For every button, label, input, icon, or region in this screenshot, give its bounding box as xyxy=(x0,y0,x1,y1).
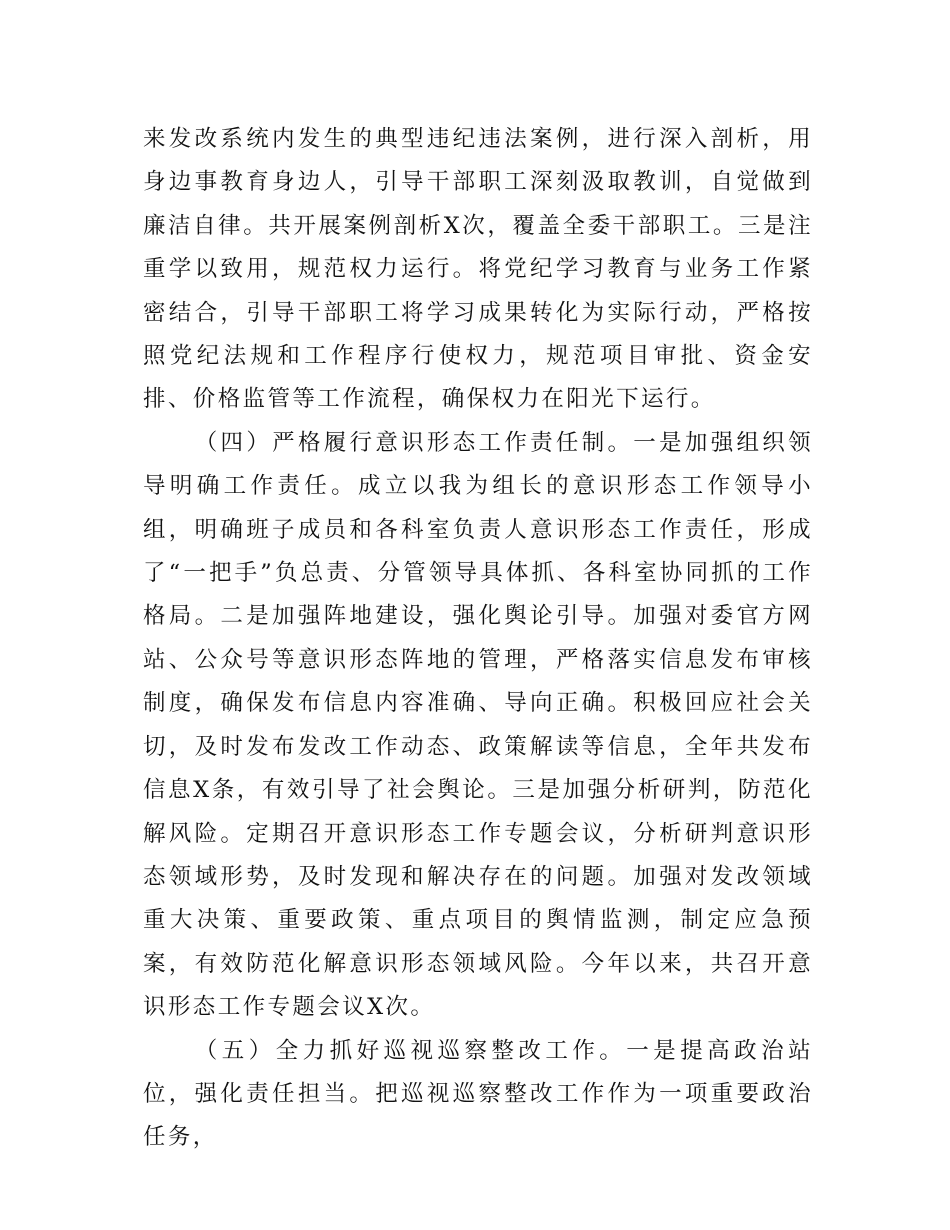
paragraph-inspection-rectification: （五）全力抓好巡视巡察整改工作。一是提高政治站位，强化责任担当。把巡视巡察整改工作作为一项重要政治任务， xyxy=(143,1037,813,1151)
paragraph-continuation: 来发改系统内发生的典型违纪违法案例，进行深入剖析，用身边事教育身边人，引导干部职工深刻汲取教训，自觉做到廉洁自律。共开展案例剖析X次，覆盖全委干部职工。三是注重学以致用，规范权力运行。将党纪学习教育与业务工作紧密结合，引导干部职工将学习成果转化为实际行动，严格按照党纪法规和工作程序行使权力，规范项目审批、资金安排、价格监管等工作流程，确保权力在阳光下运行。 xyxy=(143,126,813,413)
document-body xyxy=(143,118,813,1160)
paragraph-ideology-responsibility: （四）严格履行意识形态工作责任制。一是加强组织领导明确工作责任。成立以我为组长的意识形态工作领导小组，明确班子成员和各科室负责人意识形态工作责任，形成了“一把手”负总责、分管领导具体抓、各科室协同抓的工作格局。二是加强阵地建设，强化舆论引导。加强对委官方网站、公众号等意识形态阵地的管理，严格落实信息发布审核制度，确保发布信息内容准确、导向正确。积极回应社会关切，及时发布发改工作动态、政策解读等信息，全年共发布信息X条，有效引导了社会舆论。三是加强分析研判，防范化解风险。定期召开意识形态工作专题会议，分析研判意识形态领域形势，及时发现和解决存在的问题。加强对发改领域重大决策、重要政策、重点项目的舆情监测，制定应急预案，有效防范化解意识形态领域风险。今年以来，共召开意识形态工作专题会议X次。 xyxy=(143,429,813,1021)
